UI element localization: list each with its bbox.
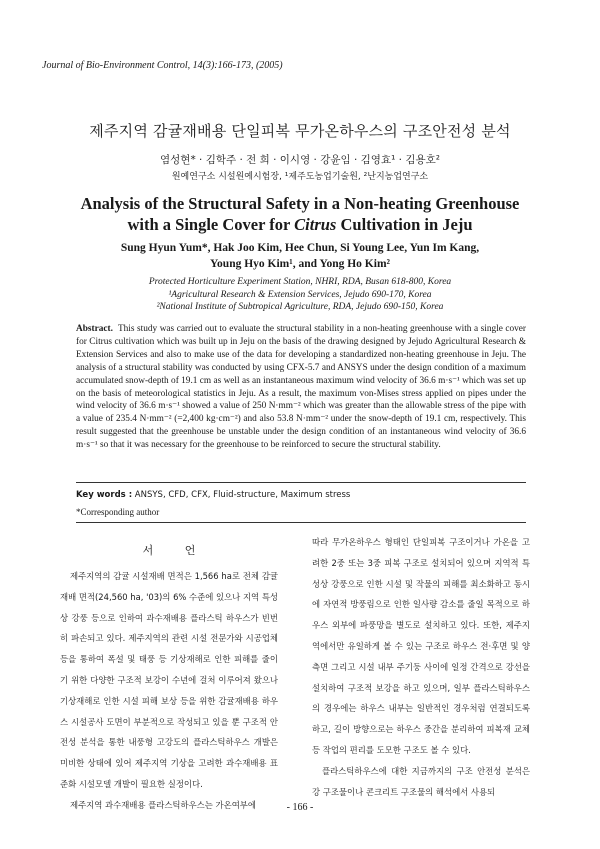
english-title-line1: Analysis of the Structural Safety in a Non-heating Greenhouse [80, 194, 520, 213]
right-paragraph-2: 플라스틱하우스에 대한 지금까지의 구조 안전성 분석은 강 구조물이나 콘크리트 구조물의 해석에서 사용되 [312, 765, 530, 797]
top-divider [76, 482, 526, 483]
abstract-text: This study was carried out to evaluate the structural stability in a non-heating greenhouse with a single cover for Citrus cultivation which was built up in Jeju on the basis of the drawing designed by Jejudo Agricultural Research & Extension Services and also to make use of the data for developing a standardized non-heating greenhouse in Jeju. The analysis of a structural stability was conducted by using CFX-5.7 and ANSYS under the design condition of a maximum accumulated snow-depth of 19.1 cm as well as an instantaneous maximum wind velocity of 36.6 m·s⁻¹ which was set up on the basis of meteorological statistics in Jeju. As a result, the maximum von-Mises stress applied on pipes under the wind velocity of 36.6 m·s⁻¹ showed a value of 250 N·mm⁻² which was greater than the allowable stress of the pipe with a value of 235.4 N·mm⁻² (=2,400 kg·cm⁻²) and also 53.8 N·mm⁻² under the snow-depth of 19.1 cm, respectively. This result suggested that the greenhouse be unstable under the design condition of an instantaneous wind velocity of 36.6 m·s⁻¹ so that it was necessary for the greenhouse to be reinforced to secure the structural stability. [76, 324, 526, 451]
abstract-label: Abstract. [76, 324, 113, 334]
english-title-line2 [0, 214, 600, 235]
left-paragraph-2: 제주지역 과수재배용 플라스틱하우스는 가온여부에 [70, 799, 256, 810]
english-affiliation-1: Protected Horticulture Experiment Station, NHRI, RDA, Busan 618-800, Korea [148, 277, 452, 287]
keywords-text: ANSYS, CFD, CFX, Fluid-structure, Maximum stress [134, 490, 351, 500]
section-heading: 서 언 [142, 544, 210, 557]
english-affiliation-3: ²National Institute of Subtropical Agriculture, RDA, Jejudo 690-150, Korea [156, 302, 444, 312]
left-column [60, 566, 278, 816]
english-title-line2-post: Cultivation in Jeju [336, 215, 473, 234]
left-paragraph-1: 제주지역의 감귤 시설재배 면적은 1,566 ha로 전체 감귤재배 면적(24,560 ha, '03)의 6% 수준에 있으나 지역 특성상 강풍 등으로 인하여 과수재배용 플라스틱 하우스가 빈번히 파손되고 있다. 제주지역의 관련 시설 전문가와 시공업체 등을 통하여 폭설 및 태풍 등 기상재해로 인한 피해를 줄이기 위한 다양한 구조적 보강이 수년에 걸처 이루어져 왔으나 기상재해로 인한 시설 피해 보상 등을 위한 감귤재배용 하우스 시설공사 도면이 부분적으로 작성되고 있을 뿐 구조적 안전성 분석을 통한 내풍형 고강도의 플라스틱하우스 개발은 미비한 상태에 있어 제주지역 기상을 고려한 과수재배용 표준화 시설모델 개발이 필요한 실정이다. [60, 571, 278, 789]
corresponding-author-note: *Corresponding author [76, 507, 160, 517]
english-affiliations [0, 276, 600, 314]
journal-citation: Journal of Bio-Environment Control, 14(3):166-173, (2005) [42, 60, 283, 71]
bottom-divider [76, 522, 526, 523]
english-authors [0, 240, 600, 272]
english-title-line2-pre: with a Single Cover for [127, 215, 295, 234]
right-column [312, 532, 530, 802]
english-title [0, 193, 600, 235]
korean-authors: 염성현* · 김학주 · 전 희 · 이시영 · 강윤임 · 김영효¹ · 김용호² [160, 154, 440, 166]
english-authors-line2: Young Hyo Kim¹, and Yong Ho Kim² [210, 258, 390, 270]
english-authors-line1: Sung Hyun Yum*, Hak Joo Kim, Hee Chun, Si Young Lee, Yun Im Kang, [120, 242, 480, 254]
abstract [76, 323, 526, 452]
korean-affiliations: 원예연구소 시설원예시험장, ¹제주도농업기술원, ²난지농업연구소 [171, 172, 429, 182]
right-paragraph-1: 따라 무가온하우스 형태인 단일피복 구조이거나 가온을 고려한 2중 또는 3중 피복 구조로 설치되어 있으며 지역적 특성상 강풍으로 인한 시설 및 작물의 피해를 최소화하고 동시에 자연적 방풍림으로 인한 일사량 감소를 줄일 목적으로 하우스 외부에 파풍망을 별도로 설치하고 있다. 또한, 제주지역에서만 유일하게 볼 수 있는 구조로 하우스 전·후면 및 양 측면 그리고 시설 내부 주기둥 사이에 일정 간격으로 강선을 설치하여 구조적 보강을 하고 있으며, 일부 플라스틱하우스의 경우에는 하우스 내부는 일반적인 경우처럼 연결되도록 하고, 길이 방향으로는 하우스 중간을 분리하여 피복재 교체 등 작업의 편리를 도모한 구조도 볼 수 있다. [312, 537, 530, 755]
english-affiliation-2: ¹Agricultural Research & Extension Services, Jejudo 690-170, Korea [168, 289, 432, 300]
page-number: - 166 - [286, 802, 314, 813]
english-title-italic-citrus: Citrus [294, 215, 337, 234]
keywords [76, 490, 526, 500]
keywords-label: Key words : [76, 490, 133, 500]
korean-title: 제주지역 감귤재배용 단일피복 무가온하우스의 구조안전성 분석 [89, 122, 511, 140]
